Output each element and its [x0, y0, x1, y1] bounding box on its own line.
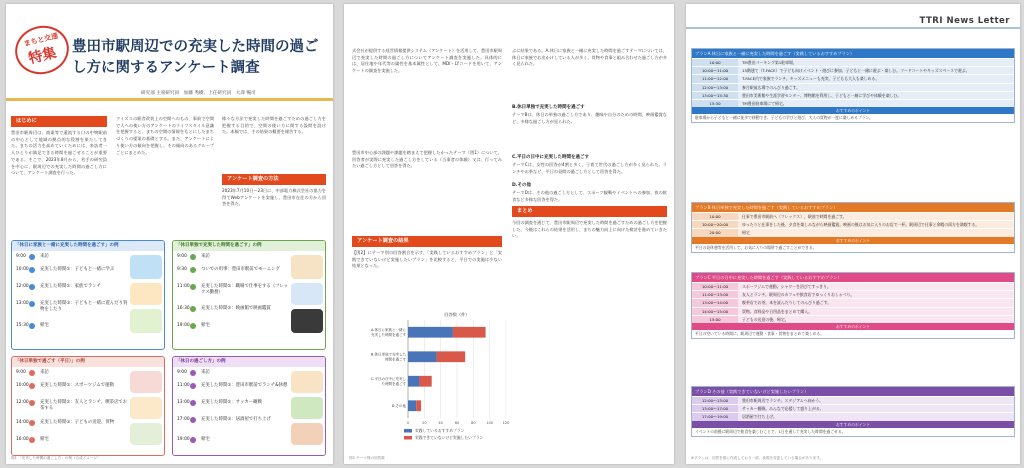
category-label: A.休日に家族と一緒に — [371, 328, 406, 333]
plan-description: 喫茶店でお茶。本を読んだりしてのんびり過ごす。 — [742, 300, 832, 306]
plan-row — [692, 74, 1014, 82]
plan-row — [692, 396, 1014, 404]
example-panel-a — [11, 240, 165, 350]
subheading-c: C.平日の日中に充実した時間を過ごす — [512, 155, 590, 160]
shopping-illustration — [130, 423, 162, 445]
badge-big-label: 特集 — [26, 44, 59, 68]
section-heading-summary: まとめ — [512, 206, 667, 217]
example-panel-d — [172, 356, 326, 456]
plan-time: 17:00〜19:00 — [692, 413, 738, 420]
summary-text: 今回の調査を通じて、豊田市駅周辺で充実した時間を過ごすための過ごし方を把握した。今後はこれらの結果を活用し、まちの魅力向上に向けた検討を進めていきたい。 — [512, 220, 667, 239]
timeline-row: 12:00 充実した時間②：友人とランチ、喫茶店でお茶する — [16, 400, 128, 411]
plan-time: 20:00 — [692, 229, 738, 236]
timeline-row: 16:00 帰宅 — [16, 437, 49, 442]
category-label: 時間を過ごす — [385, 357, 406, 362]
timeline-row: 9:00 来訪 — [16, 254, 49, 259]
plan-section — [691, 202, 1015, 253]
x-tick-label: 0 — [406, 421, 410, 425]
recommend-point-text: 平日の昼休憩等を活用して、お気に入りの場所で過ごすことができる。 — [695, 244, 817, 250]
recommend-point-heading: おすすめのポイント — [692, 237, 1014, 244]
cinema-illustration — [291, 309, 323, 333]
timeline-row: 9:00 来訪 — [177, 370, 210, 375]
plan-description: T-FACE内で家族でランチ。キッズメニューも充実、子どもも大人も楽しめる。 — [742, 76, 880, 82]
article-title: 豊田市駅周辺での充実した時間の過ごし方に関するアンケート調査 — [72, 38, 319, 76]
timeline-row: 17:00 充実した時間③：居酒屋で打ち上げ — [177, 417, 271, 422]
plan-description: 友人とランチ。駅周辺のカフェや飲食店でゆっくりおしゃべり。 — [742, 292, 855, 298]
plan-row — [692, 290, 1014, 298]
recommend-point-text: 平日の空いている時間に、駅周辺で運動・食事・買物をまとめて楽しめる。 — [695, 331, 825, 337]
chart-title: 回答数（件） — [444, 312, 470, 317]
figure-caption: 図2 テーマ別の回答数 — [349, 456, 385, 460]
stadium-illustration — [291, 397, 323, 419]
timeline-row: 9:00 来訪 — [177, 254, 210, 259]
plan-time: 15:00 — [692, 316, 738, 323]
header-divider — [686, 27, 1020, 29]
recommend-point-text: 駐車場から子どもと一緒に徒歩で移動でき、子どもの学びと遊び、大人の買物が一度に楽しめるプラン。 — [695, 115, 873, 121]
plan-time: 14:00〜15:00 — [692, 308, 738, 315]
timeline-row: 11:00 充実した時間①：職場で仕事をする（フレックス勤務） — [177, 284, 289, 295]
plan-description: 15階建て（T-FACE）で子ども向けイベント・遊びに参加。子どもと一緒に遊ぶ・楽しむ。フードコートやキッズスペースで遊ぶ。 — [742, 68, 970, 74]
plan-description: サッカー観戦。みんなで応援して盛り上がる。 — [742, 406, 824, 412]
timeline-row: 10:00 充実した時間①：子どもと一緒に学ぶ — [16, 267, 115, 272]
feature-badge — [10, 20, 74, 80]
subheading-d: D.その他 — [512, 183, 531, 188]
plan-time: 10:00〜20:00 — [692, 221, 738, 228]
page-1 — [6, 4, 333, 464]
page-footnote: ※プランは、回答を基に作成しており一部、表現を変更している場合があります。 — [691, 456, 824, 460]
recommend-point-heading: おすすめのポイント — [692, 421, 1014, 428]
timeline-row: 9:30 ついでの用事：豊田市駅前でモーニング — [177, 267, 280, 272]
timeline-row: 16:30 充実した時間②：映画館で映画鑑賞 — [177, 306, 271, 311]
plan-time: 12:00〜13:00 — [692, 84, 738, 91]
survey-method-text: 2023年7月10日〜23日に、中部電力株式会社の協力を得てWebアンケートを実施し、豊田市在住の方から回答を得た。 — [222, 188, 326, 207]
plan-heading: プランA 休日に家族と一緒に充実した時間を過ごす（実践しているおすすめプラン） — [692, 49, 1014, 58]
x-tick-label: 40 — [438, 421, 443, 425]
plan-row — [692, 298, 1014, 306]
plan-heading: プランC 平日の日中に充実した時間を過ごす（実践しているおすすめプラン） — [692, 273, 1014, 282]
legend-swatch — [404, 429, 412, 433]
plan-section — [691, 386, 1015, 437]
plan-row — [692, 83, 1014, 91]
intro-text: 豊田市駅周辺は、商業等で還流する口の中物駅前の中心として地域の拠点的な役割を果たしてきた。まちの活力を高めていくためには、来訪者一人ひとりが満足できる時間を過ごせることが重要である。そこで、2023年8月から、若手の研究員を中心に、駅周辺での充実した時間の過ごし方について、アンケート調査を行った。 — [11, 130, 107, 176]
plan-description: 豊田市駅周辺でランチ。スタジアムへ向かう。 — [742, 398, 824, 403]
category-label: 充実した時間を過ごす — [371, 333, 406, 338]
section-heading-results: アンケート調査の結果 — [352, 236, 502, 247]
bar — [408, 327, 453, 338]
plan-time: 11:00〜12:00 — [692, 75, 738, 82]
timeline-row: 14:00 充実した時間③：子どもの送迎、買物 — [16, 420, 115, 425]
recommend-point-text: イベントの前後に駅周辺で飲食を楽しむことで、1日を通して充実した時間を過ごせる。 — [695, 428, 846, 434]
plan-heading: プランD その他（実践できていないけど実施したいプラン） — [692, 387, 1014, 396]
timeline-row: 11:00 充実した時間①：豊田市駅前でランチ&休憩 — [177, 383, 288, 388]
plan-description: 帰宅 — [742, 230, 750, 236]
body-text-col3: 様々な方法で充実した時間を過ごすための過ごし方を把握する目的で、空間の使い方に関する設問を設けた。本稿では、その結果の概要を報告する。 — [222, 116, 326, 135]
category-label: B.休日単独で充実した — [370, 352, 406, 357]
newsletter-name: TTRI News Letter — [919, 16, 1010, 26]
body-text-mid: 豊田市中心部の課題や課題を踏まえて把握したかったテーマ（図1）について、回答者が実際に充実した過ごし方をしている（当事者の体験）又は、行ってみたい過ごし方として回答を得た。 — [352, 150, 502, 169]
bar — [408, 400, 416, 411]
plan-section — [691, 48, 1015, 123]
plan-time: 11:00〜13:00 — [692, 291, 738, 298]
category-label: C.平日の日中に充実し — [370, 377, 406, 382]
timeline-row: 10:00 充実した時間①：スポーツジムで運動 — [16, 383, 114, 388]
timeline-row: 13:00 充実した時間③：子どもと一緒に遊んだり買物をしたり — [16, 301, 128, 312]
answer-count-chart — [352, 310, 512, 456]
plan-description: 仕事で豊田市駅前へ（フレックス）、駅前で時間を過ごす。 — [742, 214, 847, 219]
body-text-col2: ウイズスの駅舎改装上の空間へのもの、事前で空間で人への使い方のアンケートのライフスタイル意識を把握すると、まちの空間の情報をもとにしたまちづくりの提案の基礎とする。また、アンケートにより使い方の傾向を把握し、その傾向のあるグループごとにまとめた。 — [116, 116, 214, 155]
text-d: テーマDは、その他の過ごし方として、スポーツ観戦やイベントへの参加、夜の飲食など多様な回答を得た。 — [512, 190, 667, 202]
x-tick-label: 60 — [454, 421, 460, 425]
bar — [408, 351, 437, 362]
figure-caption: 図1 「充実した時間の過ごし方」の例（合成イメージ） — [11, 456, 101, 460]
panel-title: 「休日単独で充実した時間を過ごす」の例 — [173, 241, 325, 251]
section-heading-intro: はじめに — [11, 116, 107, 127]
plan-time: 10:00〜11:00 — [692, 67, 738, 74]
lunch-illustration — [130, 283, 162, 305]
x-tick-label: 80 — [471, 421, 476, 425]
plan-time: 13:00〜14:00 — [692, 299, 738, 306]
category-label: た時間を過ごす — [381, 382, 406, 387]
plan-description: 居酒屋で打ち上げ。 — [742, 414, 777, 420]
plan-row — [692, 220, 1014, 228]
plan-row — [692, 212, 1014, 220]
plan-time: 10:00 — [692, 59, 738, 66]
family-illustration — [130, 255, 162, 279]
coffee-illustration — [291, 255, 323, 279]
timeline-row: 15:30 帰宅 — [16, 323, 49, 328]
x-tick-label: 20 — [422, 421, 427, 425]
recommend-point-heading: おすすめのポイント — [692, 107, 1014, 114]
plan-description: 買物。食料品や日用品をまとめて購入。 — [742, 308, 813, 314]
plan-row — [692, 91, 1014, 99]
body-text-top: 式会社が提供する経営情報提供システム（アンケート）を活用して、豊田市駅周辺で充実した時間の過ごし方についてアンケート調査を実施した。具体的には、居住地や年代等の属性を基本属性として、MDI・LYコードを用いて、アンケートの調査を実施した。 — [352, 48, 502, 74]
legend-swatch — [404, 436, 412, 440]
timeline-row: 19:00 帰宅 — [177, 323, 210, 328]
title-divider — [6, 98, 333, 101]
cafe-illustration — [130, 397, 162, 419]
page-3 — [686, 4, 1020, 464]
timeline-row: 12:00 充実した時間②：家族でランチ — [16, 284, 102, 289]
legend-label: 実践しているおすすめプラン — [415, 428, 465, 433]
panel-title: 「休日単独で過ごす（平日）」の例 — [12, 357, 164, 367]
bar — [416, 400, 421, 411]
shopping-illustration — [130, 309, 162, 333]
panel-title: 「休日に家族と一緒に充実した時間を過ごす」の例 — [12, 241, 164, 251]
office-illustration — [291, 283, 323, 305]
plan-time: 13:00〜15:30 — [692, 92, 738, 99]
timeline-row: 13:00 充実した時間②：サッカー観戦 — [177, 400, 262, 405]
category-label: D.その他 — [391, 404, 406, 409]
lunch-illustration — [291, 371, 323, 393]
text-b: テーマBは、休日の単独の過ごし方であり、趣味や自分のための時間、映画鑑賞など、多様な過ごし方が見られた。 — [512, 112, 667, 124]
x-tick-label: 120 — [502, 421, 510, 425]
byline: 研究部 主席研究員 加藤 秀樹、上任研究員 大澤 暢司 — [141, 91, 256, 96]
timeline-row: 19:00 帰宅 — [177, 437, 210, 442]
timeline-row: 9:00 来訪 — [16, 370, 49, 375]
body-text-col2: ぶに結果である。A.休日に家族と一緒に充実した時間を過ごすテーマについては、休日に家族でお出かけしている人が多く、買物や食事と組み合わせた過ごし方が多く見られた。 — [512, 48, 667, 67]
plan-description: スポーツジムで運動。シャワーを浴びてすっきり。 — [742, 284, 831, 289]
plan-description: TM豊田駐車場にて帰宅。 — [742, 101, 787, 107]
plan-time: 10:00〜11:00 — [692, 283, 738, 290]
plan-row — [692, 99, 1014, 107]
bar — [419, 376, 431, 387]
gym-illustration — [130, 371, 162, 393]
text-c: テーマCは、女性の回答が4割と多く、子育て世代の過ごし方が多く見られた。ランチやお茶など、平日の昼間の過ごし方として回答を得た。 — [512, 162, 667, 174]
plan-description: TM豊田パーキング第1駐車場。 — [742, 60, 797, 65]
plan-row — [692, 412, 1014, 420]
section-heading-survey: アンケート調査の方法 — [222, 174, 326, 185]
plan-heading: プランB 休日単独で充実した時間を過ごす（実践しているおすすめプラン） — [692, 203, 1014, 212]
x-tick-label: 100 — [486, 421, 494, 425]
bar — [437, 351, 466, 362]
plan-row — [692, 404, 1014, 412]
example-panel-c — [11, 356, 165, 456]
plan-row — [692, 315, 1014, 323]
plan-time: 15:30 — [692, 100, 738, 107]
plan-row — [692, 307, 1014, 315]
panel-title: 「休日の過ごし方」の例 — [173, 357, 325, 367]
subheading-b: B.休日単独で充実した時間を過ごす — [512, 105, 585, 110]
bar — [408, 376, 419, 387]
recommend-point-heading: おすすめのポイント — [692, 323, 1014, 330]
plan-time: 13:00〜17:00 — [692, 405, 738, 412]
plan-time: 12:00〜13:00 — [692, 397, 738, 404]
plan-description: 子どもの送迎の後、帰宅。 — [742, 316, 789, 322]
plan-row — [692, 66, 1014, 74]
plan-time: 10:00 — [692, 213, 738, 220]
plan-description: 豊田市美術館や生涯学習センター、博物館を利用し、子どもと一緒に学びや体験を楽しむ。 — [742, 92, 902, 98]
plan-row — [692, 58, 1014, 66]
example-panel-b — [172, 240, 326, 350]
results-text: 【図2】にテーマ別の回答割合を示す。「実践しているおすすめプラン」と「実践できていないけど実施したいプラン」を比較すると、平日での実施は少ない結果となった。 — [352, 250, 502, 269]
legend-label: 実践できていないけど実施したいプラン — [415, 435, 484, 440]
bar — [453, 327, 486, 338]
plan-description: 参合駅前広場でのんびり過ごす。 — [742, 84, 801, 90]
plan-section — [691, 272, 1015, 339]
plan-row — [692, 282, 1014, 290]
plan-row — [692, 228, 1014, 236]
page-2 — [344, 4, 674, 464]
izakaya-illustration — [291, 423, 323, 445]
badge-small-label: まちと交通 — [23, 31, 59, 49]
plan-description: ゆったりと仕事をした後、夕食を楽しみながら映画鑑賞。映画の後はお気に入りのお店で一杯。駅周辺で仕事と余暇の両方を満喫する。 — [742, 222, 980, 228]
